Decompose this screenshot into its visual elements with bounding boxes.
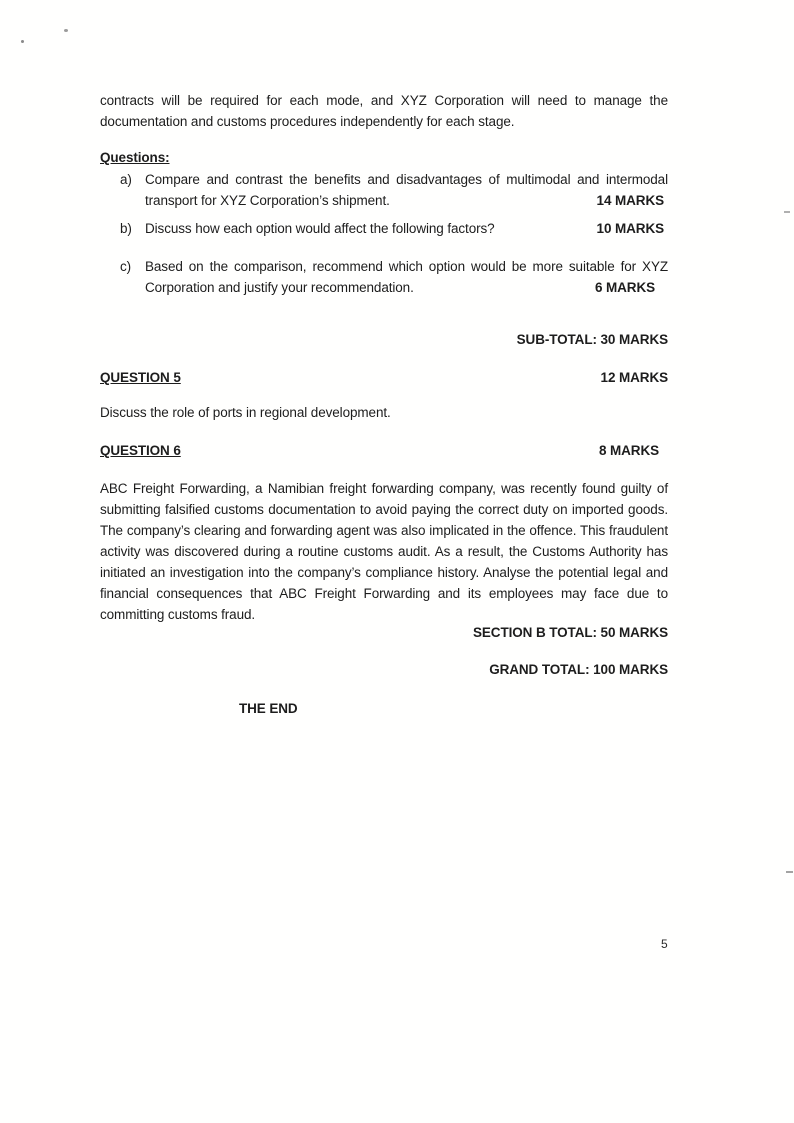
item-c-marker: c) <box>120 259 132 274</box>
question6-heading-row <box>100 440 668 461</box>
intro-paragraph: contracts will be required for each mode, and XYZ Corporation will need to manage the documentation and customs procedures independently for each stage. <box>100 93 668 129</box>
section-b-total: SECTION B TOTAL: 50 MARKS <box>472 625 668 640</box>
item-b-text: Discuss how each option would affect the following factors? <box>145 221 495 236</box>
question-item-c <box>100 256 668 298</box>
question5-body: Discuss the role of ports in regional development. <box>100 405 391 420</box>
sub-total: SUB-TOTAL: 30 MARKS <box>516 332 668 347</box>
item-a-marker: a) <box>120 172 132 187</box>
grand-total: GRAND TOTAL: 100 MARKS <box>489 662 668 677</box>
scan-artifact <box>64 29 68 32</box>
questions-heading-row <box>100 147 668 168</box>
questions-heading: Questions: <box>100 150 170 165</box>
scan-artifact <box>786 871 793 873</box>
question-item-a <box>100 169 668 211</box>
question5-heading-row <box>100 367 668 388</box>
item-b-marks: 10 MARKS <box>596 221 664 236</box>
question-item-b <box>100 218 668 239</box>
item-a-text: Compare and contrast the benefits and disadvantages of multimodal and intermodal transport for XYZ Corporation’s shipment. <box>145 172 668 208</box>
question6-body: ABC Freight Forwarding, a Namibian freight forwarding company, was recently found guilty of submitting falsified customs documentation to avoid paying the correct duty on imported goods. The company’s clearing and forwarding agent was also implicated in the offence. This fraudulent activity was discovered during a routine customs audit. As a result, the Customs Authority has initiated an investigation into the company’s compliance history. Analyse the potential legal and financial consequences that ABC Freight Forwarding and its employees may face due to committing customs fraud. <box>100 481 668 622</box>
item-c-text: Based on the comparison, recommend which option would be more suitable for XYZ Corporation and justify your recommendation. <box>145 259 668 295</box>
the-end-label: THE END <box>239 701 298 716</box>
scan-artifact <box>784 211 790 213</box>
question6-marks: 8 MARKS <box>598 443 659 458</box>
item-c-marks: 6 MARKS <box>594 280 655 295</box>
item-a-marks: 14 MARKS <box>596 193 664 208</box>
page-number: 5 <box>661 937 668 951</box>
scan-artifact <box>21 40 24 43</box>
item-b-marker: b) <box>120 221 132 236</box>
question5-title: QUESTION 5 <box>100 370 181 385</box>
question5-marks: 12 MARKS <box>600 370 668 385</box>
question6-title: QUESTION 6 <box>100 443 181 458</box>
